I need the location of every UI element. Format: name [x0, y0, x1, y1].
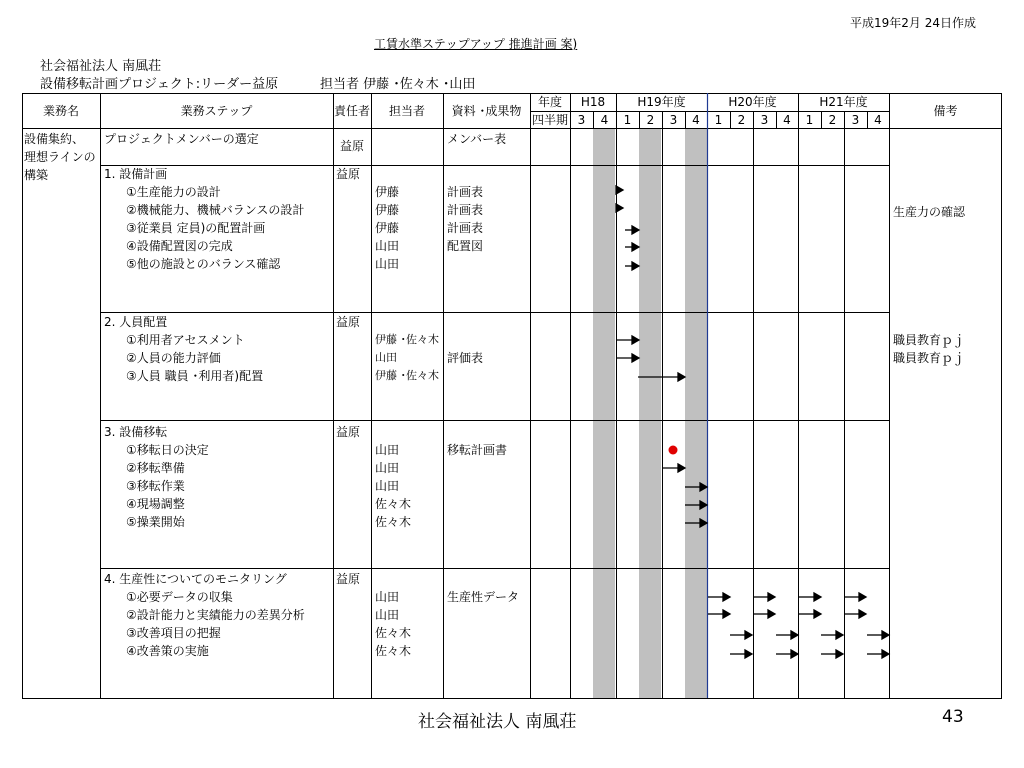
- assignee-line: 伊藤: [375, 203, 400, 217]
- step-line: ①利用者アセスメント: [126, 333, 245, 347]
- arrow-2-1: [616, 336, 639, 344]
- assignee-cell: [375, 331, 439, 385]
- arrow-4-2b: [753, 610, 775, 618]
- arrow-1-1: [616, 186, 623, 194]
- quarter-label: 4: [692, 113, 700, 127]
- output-line: 計画表: [447, 221, 484, 235]
- output-cell: 評価表: [447, 351, 484, 365]
- remarks-cell: [893, 331, 965, 367]
- step-line: ②機械能力、機械バランスの設計: [126, 203, 305, 217]
- remarks-cell: 生産力の確認: [893, 205, 966, 219]
- step-cell: [104, 165, 304, 273]
- quarter-label: 2: [646, 113, 655, 127]
- output-line: 計画表: [447, 203, 484, 217]
- shade-h19-q1: [593, 129, 615, 698]
- assignee-line: 山田: [375, 239, 400, 253]
- quarter-label: 4: [600, 113, 609, 127]
- output-cell: メンバー表: [447, 132, 507, 146]
- quarter-label: 1: [623, 113, 632, 127]
- project-leader: 設備移転計画プロジェクト:リーダー益原: [40, 77, 279, 92]
- header-year-label: 年度: [537, 95, 562, 109]
- arrow-4-4d: [867, 650, 889, 658]
- quarter-label: 3: [577, 113, 586, 127]
- arrow-4-1d: [844, 593, 866, 601]
- step-line: ⑤操業開始: [126, 515, 185, 529]
- step-line: ②人員の能力評価: [126, 351, 221, 365]
- quarter-label: 2: [737, 113, 746, 127]
- assignee-line: 佐々木: [375, 626, 412, 640]
- assignee-cell: [375, 588, 411, 660]
- owner-cell: 益原: [336, 572, 361, 586]
- quarter-label: 1: [805, 113, 814, 127]
- assignee-line: 伊藤 ･佐々木: [375, 333, 439, 346]
- relocation-date-marker: [669, 446, 678, 455]
- creation-date: 平成19年2月 24日作成: [850, 16, 976, 30]
- year-h19: H19年度: [637, 95, 686, 109]
- category-line: 構築: [24, 168, 49, 182]
- assignee-line: 佐々木: [375, 644, 412, 658]
- category-line: 設備集約、: [24, 132, 85, 146]
- header-remarks: 備考: [933, 104, 958, 118]
- assignee-line: 山田: [375, 443, 400, 457]
- step-line: 4. 生産性についてのモニタリング: [104, 572, 287, 586]
- arrow-4-2a: [708, 610, 730, 618]
- assignee-line: 伊藤: [375, 185, 400, 199]
- remark-line: 職員教育ｐｊ: [893, 333, 966, 347]
- step-cell: [104, 423, 209, 531]
- owner-cell: 益原: [340, 139, 365, 153]
- year-h20: H20年度: [728, 95, 777, 109]
- arrow-4-1a: [708, 593, 730, 601]
- arrow-4-3b: [776, 631, 798, 639]
- step-cell: [104, 313, 263, 385]
- arrow-4-1c: [799, 593, 821, 601]
- arrow-1-5: [625, 262, 639, 270]
- category-line: 理想ラインの: [24, 150, 96, 164]
- assignee-line: 伊藤: [375, 221, 400, 235]
- document-title: 工賃水準ステップアップ 推進計画 案): [374, 37, 578, 51]
- header-step: 業務ステップ: [180, 104, 253, 118]
- owner-cell: 益原: [336, 425, 361, 439]
- arrow-4-4c: [821, 650, 843, 658]
- step-line: ④改善策の実施: [126, 644, 209, 658]
- organization-name: 社会福祉法人 南風荘: [40, 59, 162, 74]
- arrow-4-2c: [799, 610, 821, 618]
- step-line: ①移転日の決定: [126, 443, 209, 457]
- footer-organization: 社会福祉法人 南風荘: [418, 712, 577, 732]
- project-staff: 担当者 伊藤 ･佐々木 ･山田: [320, 77, 476, 92]
- step-line: プロジェクトメンバーの選定: [104, 132, 259, 146]
- header-output: 資料 ･成果物: [451, 104, 522, 118]
- arrow-4-3d: [867, 631, 889, 639]
- step-line: ⑤他の施設とのバランス確認: [126, 257, 281, 271]
- year-h21: H21年度: [819, 95, 868, 109]
- quarter-label: 2: [828, 113, 837, 127]
- arrow-4-4a: [730, 650, 752, 658]
- assignee-line: 山田: [375, 351, 397, 364]
- step-cell: [104, 130, 259, 148]
- step-line: ③人員 職員 ･利用者)配置: [126, 369, 264, 383]
- assignee-line: 山田: [375, 590, 400, 604]
- quarter-label: 3: [760, 113, 769, 127]
- quarter-label: 3: [669, 113, 678, 127]
- step-line: ④現場調整: [126, 497, 185, 511]
- step-line: ③移転作業: [126, 479, 185, 493]
- page-number: 43: [942, 707, 964, 727]
- step-cell: [104, 570, 305, 660]
- quarter-label: 3: [851, 113, 860, 127]
- step-line: 2. 人員配置: [104, 315, 168, 329]
- output-line: 配置図: [447, 239, 484, 253]
- arrow-4-2d: [844, 610, 866, 618]
- remark-line: 職員教育ｐｊ: [893, 351, 966, 365]
- arrow-4-4b: [776, 650, 798, 658]
- header-quarter-label: 四半期: [531, 113, 568, 127]
- shade-h19-q3: [639, 129, 661, 698]
- arrow-4-3c: [821, 631, 843, 639]
- arrow-2-2: [616, 354, 639, 362]
- assignee-line: 佐々木: [375, 497, 412, 511]
- output-cell: 移転計画書: [447, 443, 508, 457]
- header-owner: 責任者: [333, 104, 370, 118]
- arrow-1-4: [625, 243, 639, 251]
- step-line: ①必要データの収集: [126, 590, 233, 604]
- owner-cell: 益原: [336, 315, 361, 329]
- output-line: 計画表: [447, 185, 484, 199]
- assignee-line: 伊藤 ･佐々木: [375, 369, 439, 382]
- step-line: ②設計能力と実績能力の差異分析: [126, 608, 305, 622]
- shade-h19-q4: [685, 129, 707, 698]
- assignee-line: 山田: [375, 461, 400, 475]
- arrow-1-3: [625, 226, 639, 234]
- assignee-cell: [375, 441, 411, 531]
- arrow-1-2: [616, 204, 623, 212]
- category-cell: [24, 130, 96, 184]
- quarter-label: 1: [714, 113, 723, 127]
- owner-cell: 益原: [336, 167, 361, 181]
- output-cell: 生産性データ: [447, 590, 520, 604]
- quarter-label: 4: [783, 113, 791, 127]
- arrow-4-1b: [753, 593, 775, 601]
- assignee-line: 山田: [375, 608, 400, 622]
- assignee-cell: [375, 183, 399, 273]
- step-line: ①生産能力の設計: [126, 185, 221, 199]
- step-line: 3. 設備移転: [104, 425, 168, 439]
- quarter-label: 4: [874, 113, 882, 127]
- year-h18: H18: [580, 95, 606, 109]
- step-line: ③改善項目の把握: [126, 626, 221, 640]
- assignee-line: 佐々木: [375, 515, 412, 529]
- assignee-line: 山田: [375, 257, 400, 271]
- step-line: 1. 設備計画: [104, 167, 168, 181]
- header-category: 業務名: [42, 104, 79, 118]
- header-assignee: 担当者: [388, 104, 425, 118]
- step-line: ④設備配置図の完成: [126, 239, 233, 253]
- step-line: ③従業員 定員)の配置計画: [126, 221, 266, 235]
- step-line: ②移転準備: [126, 461, 185, 475]
- assignee-line: 山田: [375, 479, 400, 493]
- output-cell: [447, 183, 483, 255]
- arrow-4-3a: [730, 631, 752, 639]
- arrow-3-2: [662, 464, 685, 472]
